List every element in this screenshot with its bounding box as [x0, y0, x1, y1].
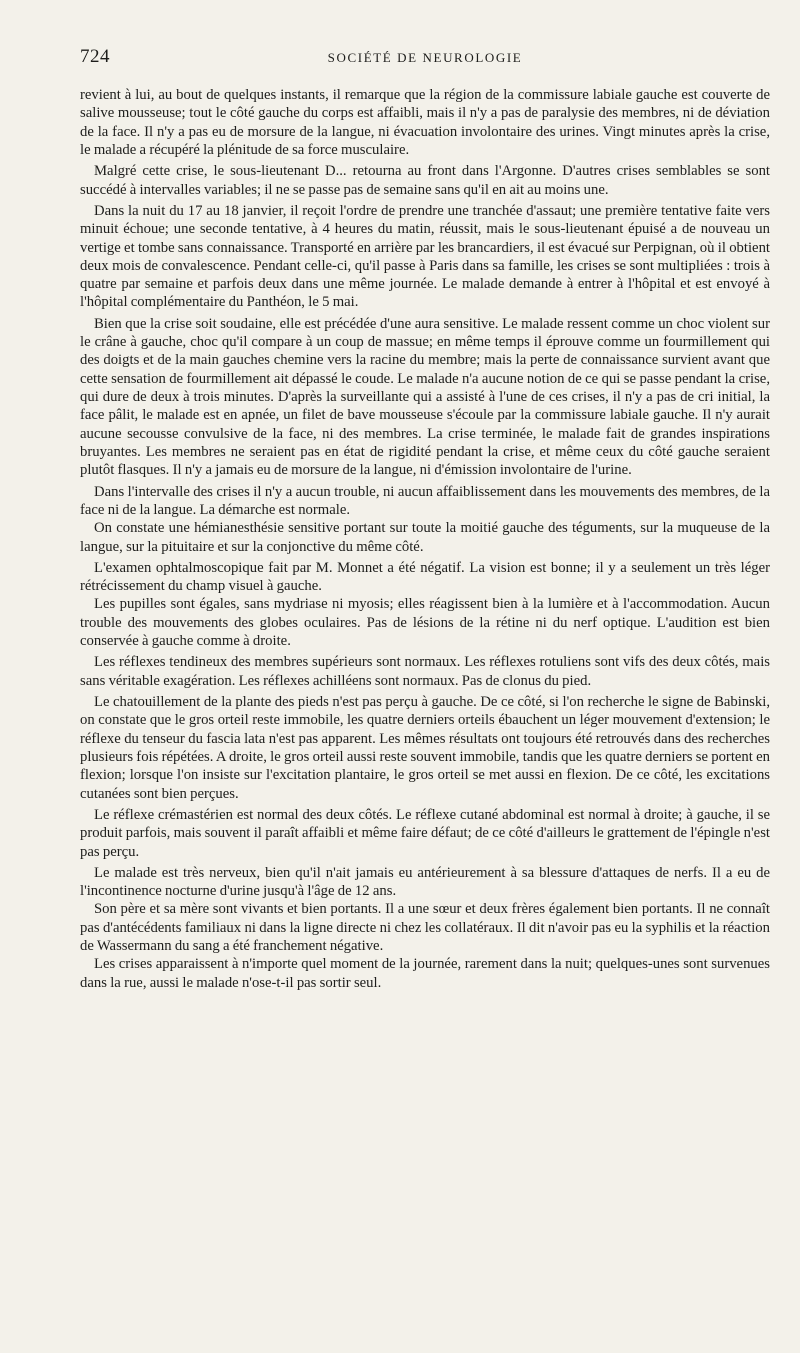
- page-number: 724: [80, 46, 110, 67]
- paragraph: revient à lui, au bout de quelques instants, il remarque que la région de la commissure labiale gauche est couverte de salive mousseuse; tout le côté gauche du corps est affaibli, mais il n'y a pas de paralysie des membres, ni de déviation de la face. Il n'y a pas eu de morsure de la langue, ni évacuation involontaire des urines. Vingt minutes après la crise, le malade a récupéré la plénitude de sa force musculaire.: [80, 87, 770, 158]
- paragraph: Le malade est très nerveux, bien qu'il n'ait jamais eu antérieurement à sa blessure d'attaques de nerfs. Il a eu de l'incontinence nocturne d'urine jusqu'à l'âge de 12 ans.: [80, 864, 770, 900]
- paragraph: Malgré cette crise, le sous-lieutenant D... retourna au front dans l'Argonne. D'autres crises semblables se sont succédé à intervalles variables; il ne se passe pas de semaine sans qu'il en ait au moins une.: [80, 163, 770, 198]
- paragraph: Les réflexes tendineux des membres supérieurs sont normaux. Les réflexes rotuliens sont vifs des deux côtés, mais sans véritable exagération. Les réflexes achilléens sont normaux. Pas de clonus du pied.: [80, 654, 770, 689]
- paragraph: Bien que la crise soit soudaine, elle est précédée d'une aura sensitive. Le malade ressent comme un choc violent sur le crâne à gauche, choc qu'il compare à un coup de massue; en même temps il éprouve comme un fourmillement qui des doigts et de la main gauches chemine vers la racine du membre; mais la perte de connaissance survient avant que cette sensation de fourmillement ait dépassé le coude. Le malade n'a aucune notion de ce qui se passe pendant la crise, qui dure de deux à trois minutes. D'après la surveillante qui a assisté à l'une de ces crises, il n'y a pas de cri initial, la face pâlit, le malade est en apnée, un filet de bave mousseuse s'écoule par la commissure labiale gauche. Il n'y aurait aucune secousse convulsive de la face, ni des membres. La crise terminée, le malade fait de grandes inspirations bruyantes. Les membres ne seraient pas en état de rigidité pendant la crise, et même ceux du côté gauche seraient plutôt flasques. Il n'y a jamais eu de morsure de la langue, ni d'émission involontaire de l'urine.: [80, 315, 770, 479]
- page-header: [80, 46, 770, 72]
- paragraph: On constate une hémianesthésie sensitive portant sur toute la moitié gauche des téguments, sur la muqueuse de la langue, sur la pituitaire et sur la conjonctive du même côté.: [80, 520, 770, 555]
- body-text: [80, 86, 770, 992]
- paragraph: Dans la nuit du 17 au 18 janvier, il reçoit l'ordre de prendre une tranchée d'assaut; une première tentative faite vers minuit échoue; une seconde tentative, à 4 heures du matin, réussit, mais le sous-lieutenant épuisé a de nouveau un vertige et tombe sans connaissance. Transporté en arrière par les brancardiers, il est évacué sur Perpignan, où il obtient deux mois de convalescence. Pendant celle-ci, qu'il passe à Paris dans sa famille, les crises se sont multipliées : trois à quatre par semaine et parfois deux dans une même journée. Le malade demande à entrer à l'hôpital et est envoyé à l'hôpital complémentaire du Panthéon, le 5 mai.: [80, 202, 770, 311]
- paragraph: Le chatouillement de la plante des pieds n'est pas perçu à gauche. De ce côté, si l'on recherche le signe de Babinski, on constate que le gros orteil reste immobile, les quatre derniers orteils ébauchent un léger mouvement d'extension; le réflexe du tenseur du fascia lata n'est pas apparent. Les mêmes résultats ont toujours été retrouvés dans des recherches plusieurs fois répétées. A droite, le gros orteil aussi reste souvent immobile, tandis que les quatre derniers se portent en flexion; lorsque l'on insiste sur l'excitation plantaire, le gros orteil se met aussi en flexion. De ce côté, les excitations cutanées sont bien perçues.: [80, 694, 770, 802]
- paragraph: Les pupilles sont égales, sans mydriase ni myosis; elles réagissent bien à la lumière et à l'accommodation. Aucun trouble des mouvements des globes oculaires. Pas de lésions de la rétine ni du nerf optique. L'audition est bien conservée à gauche comme à droite.: [80, 596, 770, 650]
- paragraph: Son père et sa mère sont vivants et bien portants. Il a une sœur et deux frères également bien portants. Il ne connaît pas d'antécédents familiaux ni dans la ligne directe ni chez les collatéraux. Il dit n'avoir pas eu la syphilis et la réaction de Wassermann du sang a été franchement négative.: [80, 901, 770, 955]
- paragraph: Dans l'intervalle des crises il n'y a aucun trouble, ni aucun affaiblissement dans les mouvements des membres, de la face ni de la langue. La démarche est normale.: [80, 483, 770, 518]
- paragraph: L'examen ophtalmoscopique fait par M. Monnet a été négatif. La vision est bonne; il y a seulement un très léger rétrécissement du champ visuel à gauche.: [80, 559, 770, 595]
- paragraph: Les crises apparaissent à n'importe quel moment de la journée, rarement dans la nuit; quelques-unes sont survenues dans la rue, aussi le malade n'ose-t-il pas sortir seul.: [80, 956, 770, 991]
- paragraph: Le réflexe crémastérien est normal des deux côtés. Le réflexe cutané abdominal est normal à droite; à gauche, il se produit parfois, mais souvent il paraît affaibli et même faire défaut; de ce côté d'ailleurs le grattement de l'épingle n'est pas perçu.: [80, 806, 770, 860]
- running-head: SOCIÉTÉ DE NEUROLOGIE: [327, 50, 523, 65]
